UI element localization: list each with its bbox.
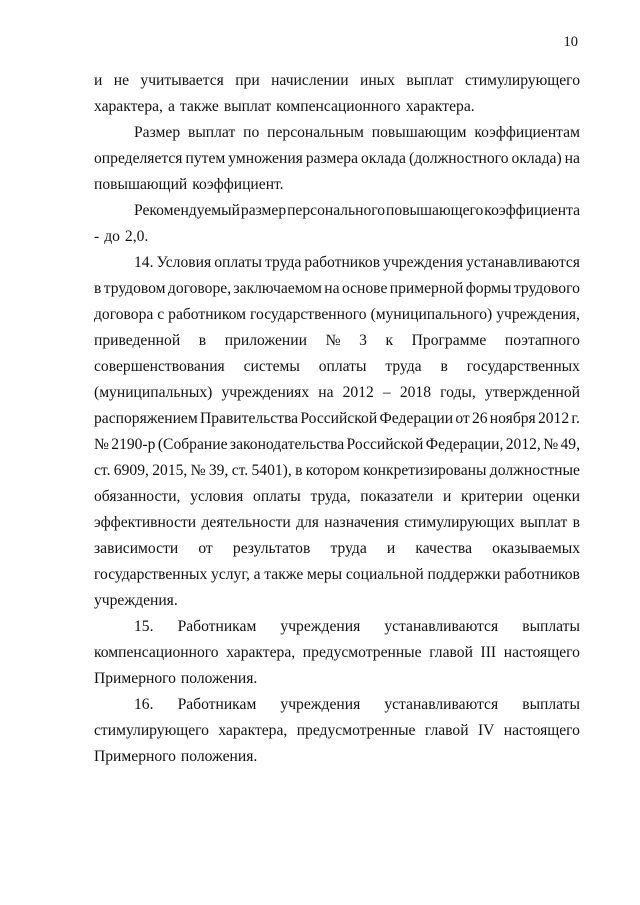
paragraph bbox=[94, 68, 580, 120]
text-line: № 2190-р (Собрание законодательства Российской Федерации, 2012, № 49, bbox=[94, 436, 580, 453]
paragraph bbox=[94, 120, 580, 198]
text-line: стимулирующего характера, предусмотренные главой IV настоящего bbox=[94, 722, 580, 739]
paragraph bbox=[94, 250, 580, 614]
text-line: компенсационного характера, предусмотренные главой III настоящего bbox=[94, 644, 580, 661]
text-line: характера, а также выплат компенсационного характера. bbox=[94, 98, 475, 115]
text-line: 16. Работникам учреждения устанавливаются выплаты bbox=[134, 696, 580, 713]
text-line: 15. Работникам учреждения устанавливаются выплаты bbox=[134, 618, 580, 635]
page-number: 10 bbox=[563, 34, 578, 50]
document-body bbox=[94, 68, 580, 770]
text-line: определяется путем умножения размера оклада (должностного оклада) на bbox=[94, 150, 580, 167]
text-line: - до 2,0. bbox=[94, 228, 149, 245]
paragraph bbox=[94, 692, 580, 770]
text-line: Размер выплат по персональным повышающим коэффициентам bbox=[134, 124, 580, 141]
text-line: эффективности деятельности для назначения стимулирующих выплат в bbox=[94, 514, 580, 531]
text-line: государственных услуг, а также меры социальной поддержки работников bbox=[94, 566, 580, 583]
text-line: Примерного положения. bbox=[94, 748, 258, 765]
text-line: совершенствования системы оплаты труда в государственных bbox=[94, 358, 580, 375]
text-line: Рекомендуемый размер персонального повышающего коэффициента bbox=[134, 202, 580, 219]
text-line: Примерного положения. bbox=[94, 670, 258, 687]
text-line: ст. 6909, 2015, № 39, ст. 5401), в котором конкретизированы должностные bbox=[94, 462, 580, 479]
paragraph bbox=[94, 614, 580, 692]
paragraph bbox=[94, 198, 580, 250]
text-line: обязанности, условия оплаты труда, показатели и критерии оценки bbox=[94, 488, 580, 505]
text-line: зависимости от результатов труда и качества оказываемых bbox=[94, 540, 580, 557]
text-line: (муниципальных) учреждениях на 2012 – 2018 годы, утвержденной bbox=[94, 384, 580, 401]
text-line: 14. Условия оплаты труда работников учреждения устанавливаются bbox=[134, 254, 580, 271]
text-line: повышающий коэффициент. bbox=[94, 176, 284, 193]
text-line: распоряжением Правительства Российской Федерации от 26 ноября 2012 г. bbox=[94, 410, 580, 427]
text-line: договора с работником государственного (муниципального) учреждения, bbox=[94, 306, 580, 323]
text-line: и не учитывается при начислении иных выплат стимулирующего bbox=[94, 72, 580, 89]
text-line: приведенной в приложении № 3 к Программе поэтапного bbox=[94, 332, 580, 349]
text-line: в трудовом договоре, заключаемом на основе примерной формы трудового bbox=[94, 280, 580, 297]
text-line: учреждения. bbox=[94, 592, 178, 609]
